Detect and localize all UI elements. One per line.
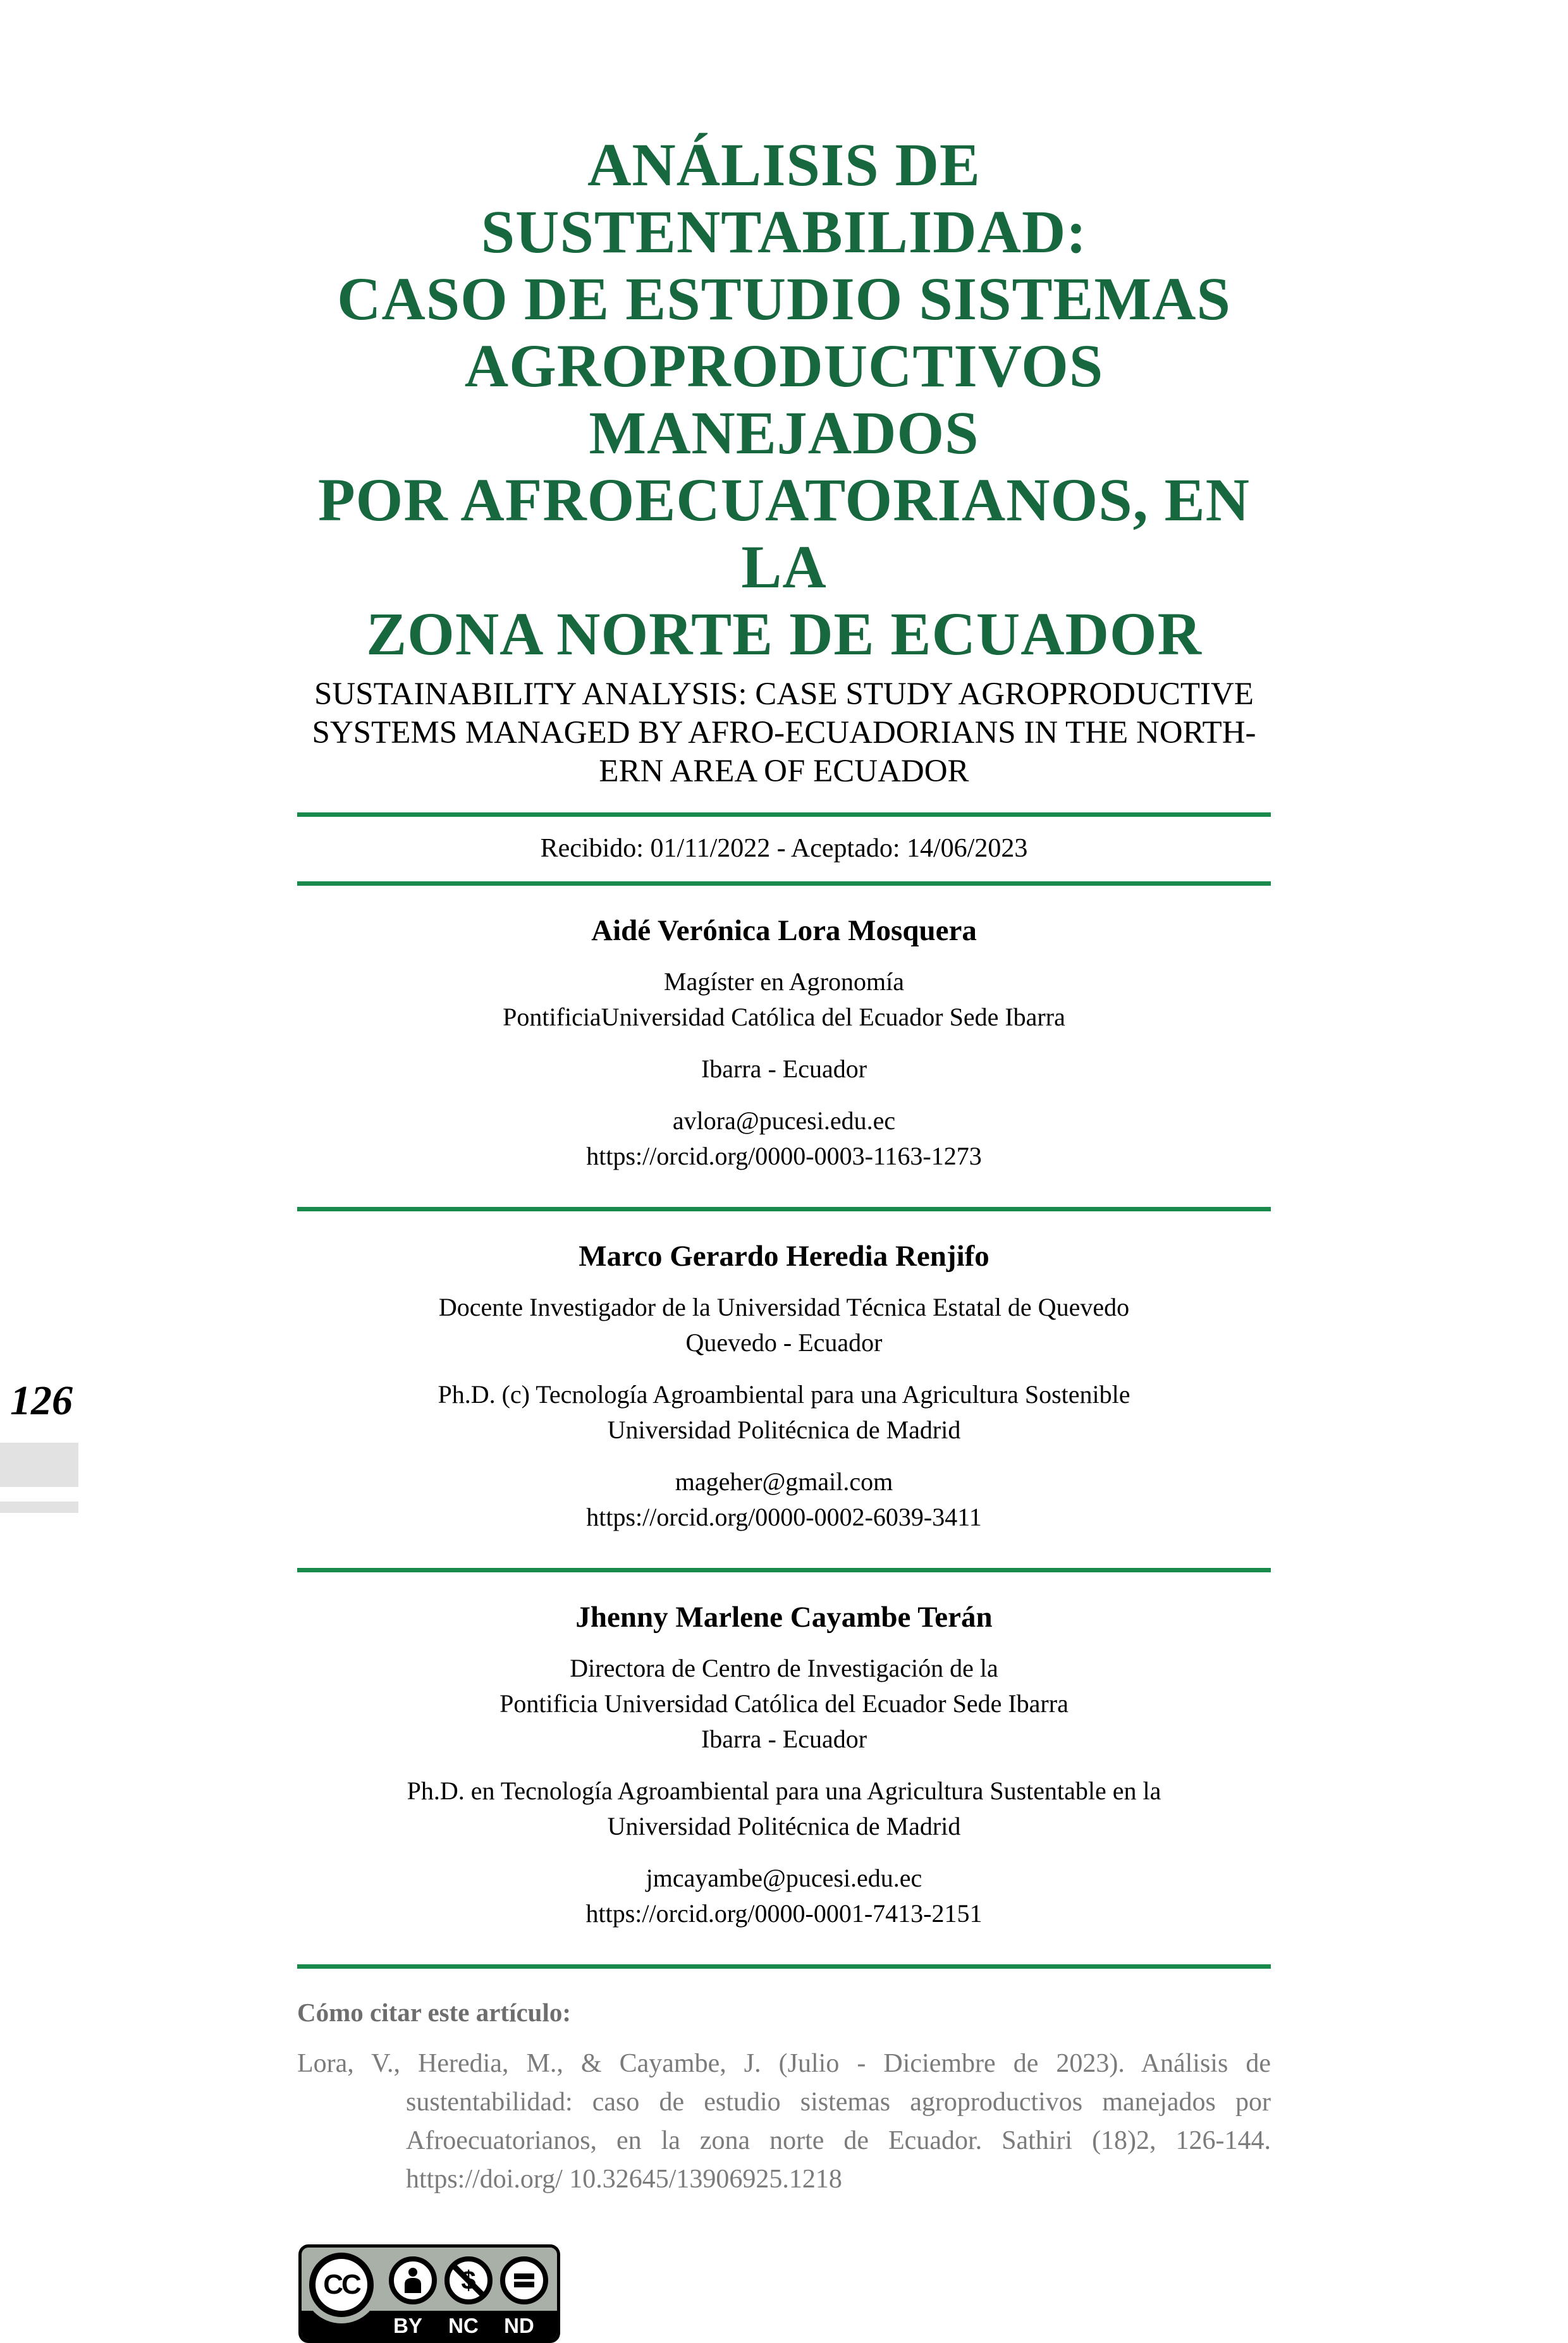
location-line: Ibarra - Ecuador	[701, 1055, 867, 1083]
received-accepted-dates: Recibido: 01/11/2022 - Aceptado: 14/06/2023	[540, 834, 1028, 863]
cc-license-badge	[298, 2244, 560, 2343]
cc-logo-icon	[309, 2253, 374, 2317]
divider-rule	[297, 1568, 1271, 1572]
affiliation-line: Pontificia Universidad Católica del Ecuador Sede Ibarra	[499, 1689, 1069, 1718]
affiliation-line: PontificiaUniversidad Católica del Ecuador Sede Ibarra	[503, 1003, 1065, 1031]
nd-label: ND	[504, 2314, 534, 2337]
no-dollar-icon	[444, 2256, 493, 2304]
author-degree	[297, 1773, 1271, 1844]
equals-glyph	[514, 2271, 534, 2290]
person-icon-glyph	[402, 2267, 424, 2294]
citation-text: Lora, V., Heredia, M., & Cayambe, J. (Julio - Diciembre de 2023). Análisis de sustentabilidad: caso de estudio sistemas agroproductivos manejados por Afroecuatorianos, en la zona norte de Ecuador. Sathiri (18)2, 126-144. https://doi.org/ 10.32645/13906925.1218	[297, 2049, 1271, 2194]
affiliation-line: Ibarra - Ecuador	[701, 1725, 867, 1753]
author-contact	[297, 1861, 1271, 1931]
author-affiliation	[297, 1651, 1271, 1757]
author-block-3	[297, 1572, 1271, 1964]
author-orcid-url: https://orcid.org/0000-0002-6039-3411	[586, 1503, 982, 1531]
author-name: Aidé Verónica Lora Mosquera	[591, 914, 977, 947]
person-icon	[389, 2256, 437, 2304]
author-block-1	[297, 886, 1271, 1207]
by-label: BY	[393, 2314, 422, 2337]
author-degree	[297, 1377, 1271, 1448]
margin-bar-thin	[0, 1502, 78, 1513]
nc-label: NC	[448, 2314, 479, 2337]
divider-rule	[297, 812, 1271, 817]
subtitle-line: SUSTAINABILITY ANALYSIS: CASE STUDY AGROPRODUCTIVE	[314, 676, 1254, 712]
author-contact	[297, 1103, 1271, 1174]
author-name: Jhenny Marlene Cayambe Terán	[575, 1601, 993, 1634]
title-line: AGROPRODUCTIVOS MANEJADOS	[464, 332, 1104, 467]
author-location	[297, 1051, 1271, 1087]
divider-rule	[297, 881, 1271, 886]
cc-logo-text: CC	[323, 2269, 360, 2300]
author-email: mageher@gmail.com	[675, 1467, 893, 1496]
author-affiliation	[297, 964, 1271, 1035]
author-orcid-url: https://orcid.org/0000-0001-7413-2151	[585, 1899, 983, 1928]
author-contact	[297, 1464, 1271, 1535]
title-line: CASO DE ESTUDIO SISTEMAS	[337, 265, 1231, 333]
article-title-es	[297, 132, 1271, 668]
title-line: POR AFROECUATORIANOS, EN LA	[318, 466, 1250, 601]
subtitle-line: ERN AREA OF ECUADOR	[599, 754, 969, 789]
divider-rule	[297, 1207, 1271, 1211]
article-title-en	[297, 675, 1271, 791]
page-number: 126	[10, 1378, 73, 1424]
degree-line: Ph.D. (c) Tecnología Agroambiental para una Agricultura Sostenible	[438, 1380, 1130, 1409]
affiliation-line: Quevedo - Ecuador	[685, 1328, 883, 1357]
affiliation-line: Magíster en Agronomía	[664, 967, 904, 996]
citation-section	[297, 1997, 1271, 2199]
affiliation-line: Docente Investigador de la Universidad Técnica Estatal de Quevedo	[438, 1293, 1130, 1321]
dollar-glyph: $	[461, 2265, 476, 2295]
title-line: ANÁLISIS DE SUSTENTABILIDAD:	[481, 131, 1087, 266]
title-line: ZONA NORTE DE ECUADOR	[366, 600, 1202, 668]
article-front-matter	[297, 0, 1271, 2343]
degree-line: Universidad Politécnica de Madrid	[607, 1416, 961, 1444]
author-affiliation	[297, 1290, 1271, 1361]
author-orcid-url: https://orcid.org/0000-0003-1163-1273	[586, 1142, 982, 1170]
subtitle-line: SYSTEMS MANAGED BY AFRO-ECUADORIANS IN THE NORTH-	[312, 715, 1256, 750]
divider-rule	[297, 1964, 1271, 1969]
author-email: jmcayambe@pucesi.edu.ec	[646, 1864, 922, 1892]
author-email: avlora@pucesi.edu.ec	[672, 1106, 896, 1135]
citation-label: Cómo citar este artículo:	[297, 1998, 572, 2027]
author-block-2	[297, 1211, 1271, 1568]
degree-line: Universidad Politécnica de Madrid	[607, 1812, 961, 1840]
margin-bar-thick	[0, 1443, 78, 1487]
affiliation-line: Directora de Centro de Investigación de la	[570, 1654, 998, 1682]
equals-icon	[500, 2256, 548, 2304]
author-name: Marco Gerardo Heredia Renjifo	[579, 1240, 989, 1273]
degree-line: Ph.D. en Tecnología Agroambiental para una Agricultura Sustentable en la	[407, 1777, 1161, 1805]
